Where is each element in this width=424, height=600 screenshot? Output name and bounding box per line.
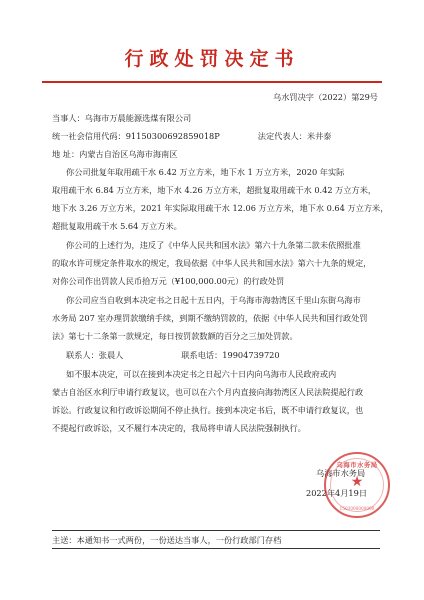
para1-line: 取用疏干水 6.84 万立方米，地下水 4.26 万立方米，超批复取用疏干水 0.42 万立方米， [52, 185, 377, 195]
contact-person-label: 联系人： [66, 350, 99, 360]
footer-bottom-rule [52, 548, 380, 549]
party-line [52, 113, 191, 124]
document-number: 乌水罚决字（2022）第29号 [273, 92, 378, 102]
title-divider [42, 81, 382, 83]
footer-note: 主送：本通知书一式两份，一份送达当事人，一份行政部门存档 [52, 535, 282, 545]
party-label: 当事人： [52, 113, 85, 123]
para2-line: 你公司的上述行为，违反了《中华人民共和国水法》第六十九条第二款未依照批准 [66, 240, 361, 250]
legal-rep-value: 米井泰 [306, 131, 332, 141]
para3-line: 法》第七十二条第一款规定，每日按罚款数额的百分之三加处罚款。 [52, 331, 298, 341]
contact-phone-value: 19904739720 [222, 350, 280, 360]
official-seal [324, 452, 390, 518]
contact-person-value: 张晨人 [98, 350, 124, 360]
signature-date: 2022年4月19日 [306, 488, 368, 498]
para1-line: 你公司批复年取用疏干水 6.42 万立方米，地下水 1 万立方米，2020 年实际 [66, 167, 345, 177]
document-title: 行政处罚决定书 [124, 48, 300, 70]
para3-line: 水务局 207 室办理罚款缴纳手续，到期不缴纳罚款的，依据《中华人民共和国行政处罚 [52, 313, 368, 323]
para2-line: 的取水许可规定条件取水的规定，我局依据《中华人民共和国水法》第六十九条的规定， [52, 258, 372, 268]
address-line [52, 149, 177, 160]
credit-code-value: 91150300692859018P [125, 131, 220, 141]
contact-line [66, 350, 280, 361]
para3-line: 你公司应当自收到本决定书之日起十五日内，于乌海市海勃湾区千里山东街乌海市 [66, 295, 361, 305]
para2-line: 对你公司作出罚款人民币拾万元（¥100,000.00元）的行政处罚 [52, 276, 285, 286]
para1-line: 超批复取用疏干水 5.64 万立方米。 [52, 221, 182, 231]
party-value: 乌海市万晨能源选煤有限公司 [84, 113, 192, 123]
para4-line: 不提起行政诉讼，又不履行本决定的，我局将申请人民法院强制执行。 [52, 423, 306, 433]
footer-top-rule [52, 530, 380, 531]
address-label: 地 址： [52, 149, 80, 159]
para1-line: 地下水 3.26 万立方米，2021 年实际取用疏干水 12.06 万立方米，地下水 0.64 万立方米， [52, 203, 389, 213]
signature-org: 乌海市水务局 [316, 468, 366, 478]
seal-text: 乌海市水务局 [336, 461, 378, 469]
credit-code-label: 统一社会信用代码： [52, 131, 126, 141]
legal-rep-label: 法定代表人： [257, 131, 307, 141]
para4-line: 蒙古自治区水利厅申请行政复议，也可以在六个月内直接向海勃湾区人民法院提起行政 [52, 387, 364, 397]
seal-star-icon: ★ [350, 474, 364, 490]
credit-code-line [52, 131, 332, 142]
seal-code: 1503000000000 [339, 506, 375, 511]
para4-line: 诉讼。行政复议和行政诉讼期间不停止执行。接到本决定书后，既不申请行政复议，也 [52, 405, 364, 415]
address-value: 内蒙古自治区乌海市海南区 [79, 149, 178, 159]
para4-line: 如不服本决定，可以在接到本决定书之日起六十日内向乌海市人民政府或内 [66, 369, 337, 379]
contact-phone-label: 联系电话： [181, 350, 223, 360]
